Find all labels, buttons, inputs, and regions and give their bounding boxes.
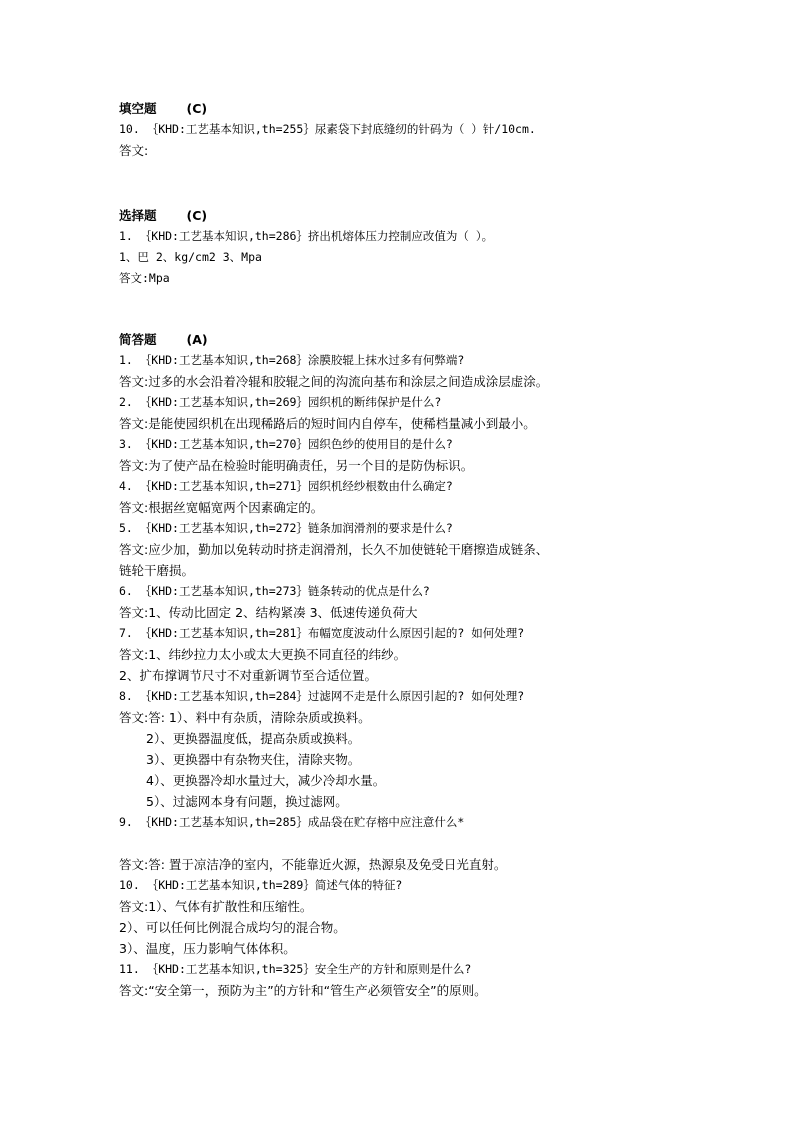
question-text: 4. ｛KHD:工艺基本知识,th=271｝园织机经纱根数由什么确定? bbox=[119, 479, 453, 493]
question-text: 10. ｛KHD:工艺基本知识,th=255｝尿素袋下封底缝纫的针码为（ ）针/10cm. bbox=[119, 122, 536, 136]
answer-text: 链轮干磨损。 bbox=[119, 563, 195, 578]
question-text: 8. ｛KHD:工艺基本知识,th=284｝过滤网不走是什么原因引起的? 如何处理? bbox=[119, 689, 525, 703]
question-text: 2. ｛KHD:工艺基本知识,th=269｝园织机的断纬保护是什么? bbox=[119, 395, 442, 409]
answer-text: 2）、可以任何比例混合成均匀的混合物。 bbox=[119, 920, 346, 935]
answer-text: 答文:“安全第一，预防为主”的方针和“管生产必须管安全”的原则。 bbox=[119, 983, 487, 998]
section-grade: (A) bbox=[186, 332, 208, 347]
answer-text: 答文:为了使产品在检验时能明确责任，另一个目的是防伪标识。 bbox=[119, 458, 474, 473]
question-text: 5. ｛KHD:工艺基本知识,th=272｝链条加润滑剂的要求是什么? bbox=[119, 521, 453, 535]
section-grade: (C) bbox=[186, 208, 208, 223]
question-text: 7. ｛KHD:工艺基本知识,th=281｝布幅宽度波动什么原因引起的? 如何处理? bbox=[119, 626, 525, 640]
section-heading bbox=[119, 205, 759, 226]
answer-text: 答文:过多的水会沿着冷辊和胶辊之间的沟流向基布和涂层之间造成涂层虚涂。 bbox=[119, 374, 549, 389]
question-text: 10. ｛KHD:工艺基本知识,th=289｝简述气体的特征? bbox=[119, 878, 403, 892]
question-text: 3. ｛KHD:工艺基本知识,th=270｝园织色纱的使用目的是什么? bbox=[119, 437, 453, 451]
answer-text: 答文: bbox=[119, 143, 149, 158]
answer-text: 答文:应少加，勤加以免转动时挤走润滑剂，长久不加使链轮干磨擦造成链条、 bbox=[119, 542, 549, 557]
section-title: 简答题 bbox=[119, 332, 157, 347]
question-text: 1. ｛KHD:工艺基本知识,th=268｝涂膜胶辊上抹水过多有何弊端? bbox=[119, 353, 465, 367]
section-title: 填空题 bbox=[119, 101, 157, 116]
question-text: 11. ｛KHD:工艺基本知识,th=325｝安全生产的方针和原则是什么? bbox=[119, 962, 472, 976]
options-text: 1、巴 2、kg/cm2 3、Mpa bbox=[119, 250, 262, 264]
answer-subitem: 2）、更换器温度低，提高杂质或换料。 bbox=[146, 731, 361, 746]
section-heading bbox=[119, 98, 759, 119]
answer-subitem: 4）、更换器冷却水量过大，减少冷却水量。 bbox=[146, 773, 386, 788]
section-title: 选择题 bbox=[119, 208, 157, 223]
question-text: 9. ｛KHD:工艺基本知识,th=285｝成品袋在贮存榕中应注意什么* bbox=[119, 815, 465, 829]
question-text: 1. ｛KHD:工艺基本知识,th=286｝挤出机熔体压力控制应改值为（ ）。 bbox=[119, 229, 494, 243]
answer-text: 2、扩布撑调节尺寸不对重新调节至合适位置。 bbox=[119, 668, 377, 683]
section-grade: (C) bbox=[186, 101, 208, 116]
answer-subitem: 5）、过滤网本身有问题，换过滤网。 bbox=[146, 794, 348, 809]
answer-text: 答文:答: 置于凉洁净的室内，不能靠近火源，热源泉及免受日光直射。 bbox=[119, 857, 507, 872]
answer-text: 答文:是能使园织机在出现稀路后的短时间内自停车，使稀档量减小到最小。 bbox=[119, 416, 536, 431]
answer-text: 答文:1、纬纱拉力太小或太大更换不同直径的纬纱。 bbox=[119, 647, 407, 662]
document-page bbox=[119, 98, 759, 1001]
answer-text: 答文:答: 1）、料中有杂质，清除杂质或换料。 bbox=[119, 710, 371, 725]
answer-text: 答文:根据丝宽幅宽两个因素确定的。 bbox=[119, 500, 324, 515]
answer-text: 3）、温度，压力影响气体体积。 bbox=[119, 941, 296, 956]
answer-text: 答文:1、传动比固定 2、结构紧凑 3、低速传递负荷大 bbox=[119, 605, 418, 620]
answer-text: 答文:1）、气体有扩散性和压缩性。 bbox=[119, 899, 313, 914]
question-text: 6. ｛KHD:工艺基本知识,th=273｝链条转动的优点是什么? bbox=[119, 584, 430, 598]
section-heading bbox=[119, 329, 759, 350]
answer-text: 答文:Mpa bbox=[119, 271, 170, 285]
answer-subitem: 3）、更换器中有杂物夹住，清除夹物。 bbox=[146, 752, 361, 767]
